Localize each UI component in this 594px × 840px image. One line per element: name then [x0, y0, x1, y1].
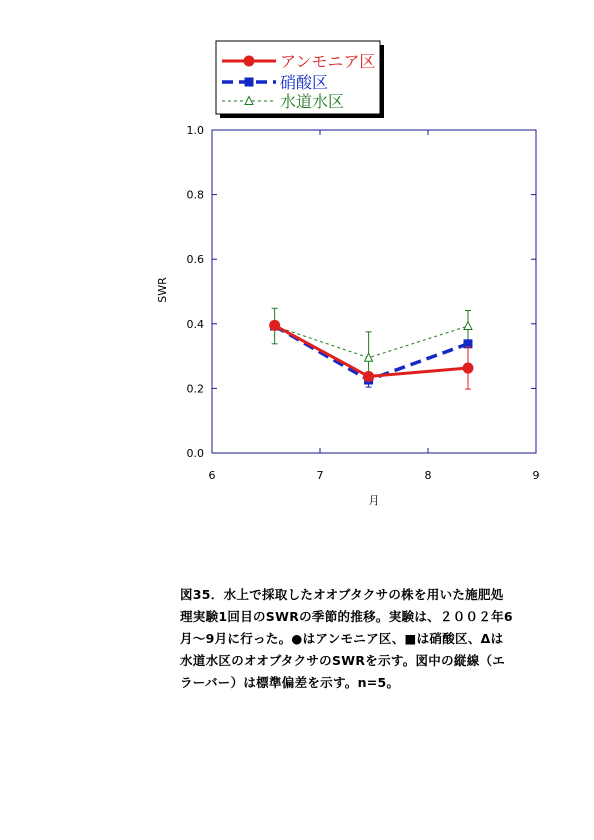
series-1 — [269, 320, 473, 389]
series-line — [275, 325, 468, 376]
legend — [216, 41, 384, 118]
point-circle — [363, 371, 374, 382]
caption-line: ラーバー）は標準偏差を示す。n=5。 — [180, 675, 400, 690]
axis-ticks — [212, 130, 536, 453]
plot-frame — [212, 130, 536, 453]
figure-caption — [180, 584, 572, 694]
caption-line: 水道水区のオオブタクサのSWRを示す。図中の縦線（エ — [180, 653, 506, 668]
axis-tick-labels — [187, 124, 540, 482]
caption-line: 図35．水上で採取したオオブタクサの株を用いた施肥処 — [180, 587, 504, 602]
y-tick-label: 0.6 — [186, 253, 204, 267]
legend-label: 硝酸区 — [280, 73, 329, 92]
point-square — [245, 78, 254, 87]
x-tick-label: 8 — [424, 469, 432, 482]
point-triangle — [464, 322, 472, 330]
y-tick-label: 1.0 — [186, 124, 204, 137]
point-circle — [269, 320, 280, 331]
plot-area — [212, 130, 536, 453]
y-tick-label: 0.2 — [186, 382, 204, 396]
y-tick-label: 0.8 — [186, 188, 204, 202]
x-tick-label: 7 — [316, 469, 324, 482]
legend-label: 水道水区 — [280, 92, 345, 111]
x-tick-label: 6 — [208, 469, 216, 482]
caption-line: 月～9月に行った。●はアンモニア区、■は硝酸区、Δは — [180, 631, 504, 646]
y-tick-label: 0.4 — [186, 317, 204, 331]
point-circle — [244, 56, 255, 67]
y-axis-label: SWR — [156, 277, 169, 303]
x-axis-label: 月 — [368, 494, 380, 507]
series-layer — [269, 308, 473, 389]
caption-line: 理実験1回目のSWRの季節的推移。実験は、２００２年6 — [180, 609, 513, 624]
point-circle — [462, 363, 473, 374]
y-tick-label: 0.0 — [186, 447, 204, 460]
legend-label: アンモニア区 — [280, 52, 376, 71]
x-tick-label: 9 — [532, 469, 540, 482]
